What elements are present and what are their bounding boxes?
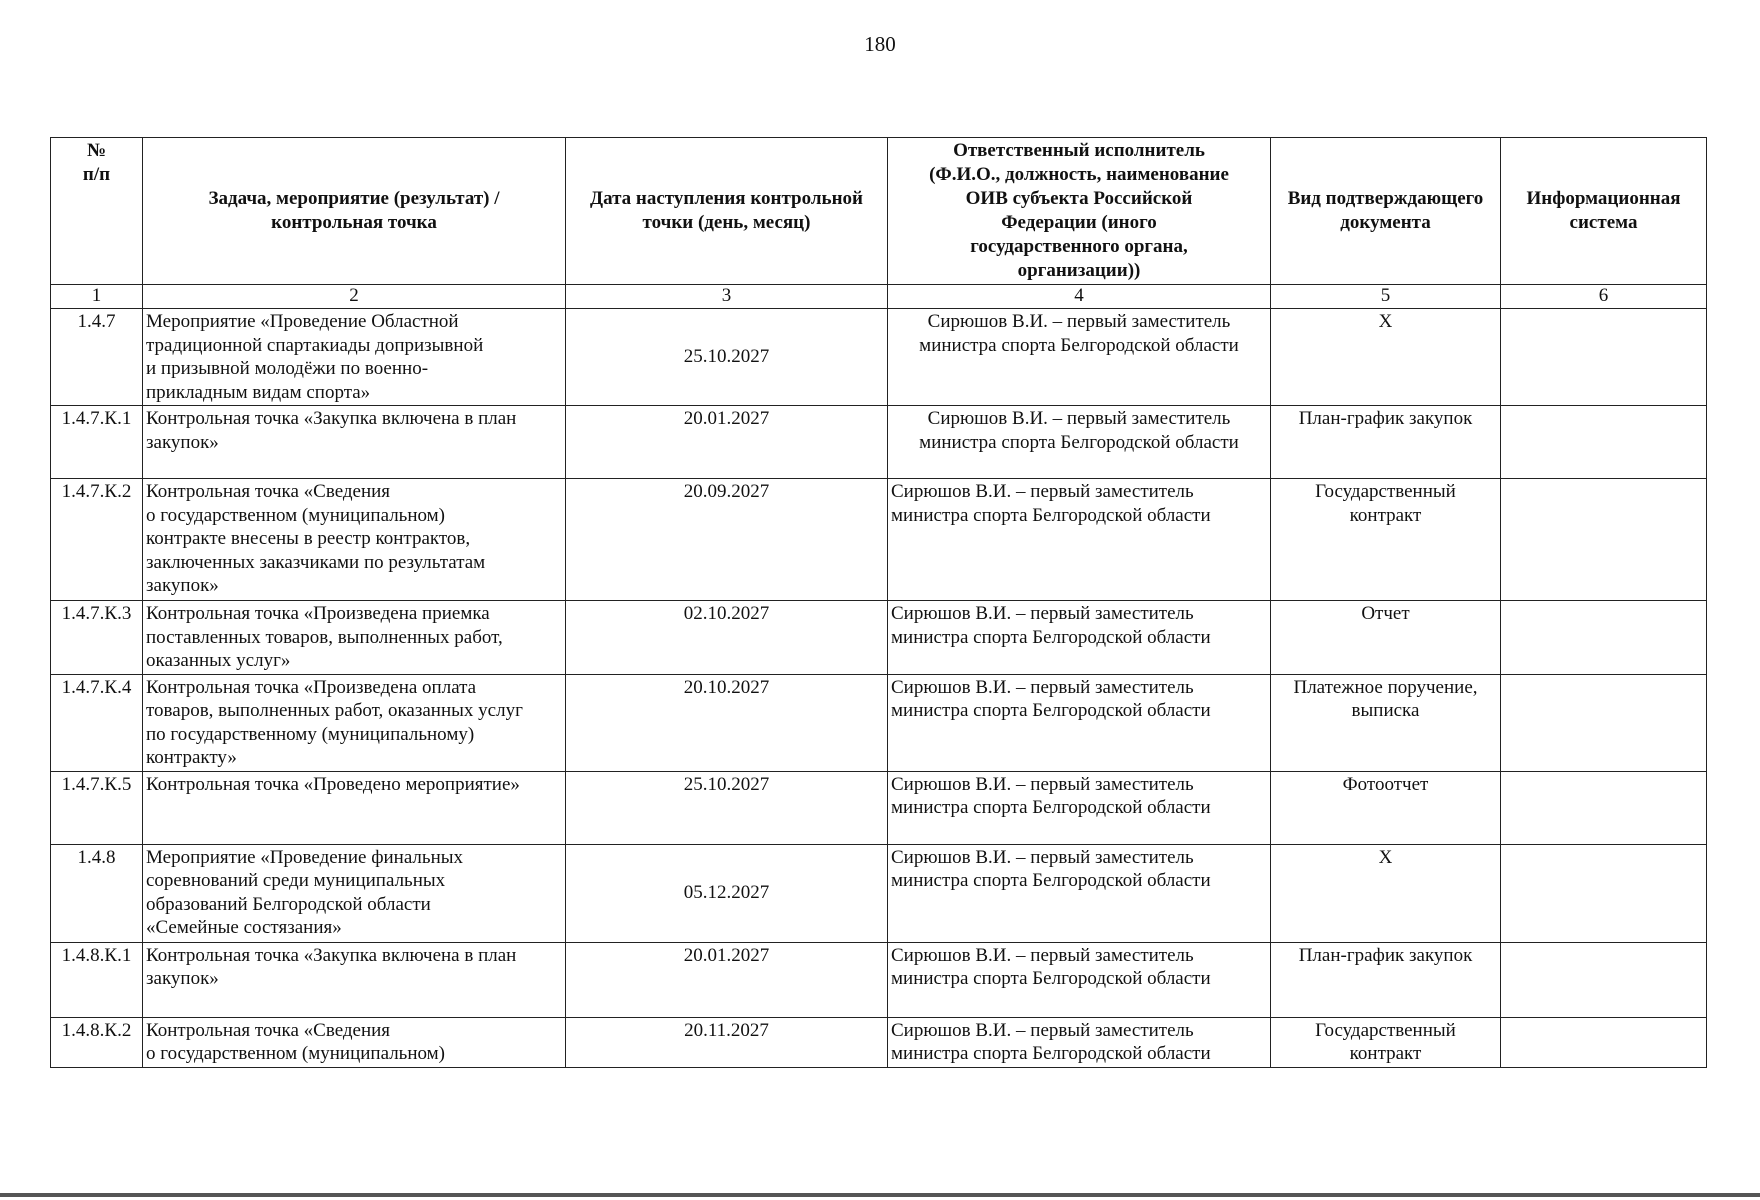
row-number: 1.4.7.К.1 bbox=[51, 406, 143, 479]
row-executor: Сирюшов В.И. – первый заместитель министра спорта Белгородской области bbox=[888, 942, 1271, 1017]
row-task: Контрольная точка «Сведения о государственном (муниципальном) bbox=[143, 1017, 566, 1067]
column-number: 5 bbox=[1271, 285, 1501, 309]
row-system bbox=[1501, 479, 1707, 601]
control-points-table bbox=[50, 137, 1707, 1068]
row-date: 25.10.2027 bbox=[566, 771, 888, 844]
row-date: 25.10.2027 bbox=[566, 309, 888, 406]
table-row bbox=[51, 601, 1707, 675]
row-executor: Сирюшов В.И. – первый заместитель министра спорта Белгородской области bbox=[888, 601, 1271, 675]
row-executor: Сирюшов В.И. – первый заместитель министра спорта Белгородской области bbox=[888, 479, 1271, 601]
column-number: 2 bbox=[143, 285, 566, 309]
row-system bbox=[1501, 1017, 1707, 1067]
row-number: 1.4.8.К.1 bbox=[51, 942, 143, 1017]
row-executor: Сирюшов В.И. – первый заместитель министра спорта Белгородской области bbox=[888, 1017, 1271, 1067]
column-number-row bbox=[51, 285, 1707, 309]
row-document: Государственный контракт bbox=[1271, 1017, 1501, 1067]
column-number: 1 bbox=[51, 285, 143, 309]
row-task: Контрольная точка «Произведена оплата товаров, выполненных работ, оказанных услуг по государственному (муниципальному) контракту» bbox=[143, 674, 566, 771]
row-task: Контрольная точка «Сведения о государственном (муниципальном) контракте внесены в реестр контрактов, заключенных заказчиками по результатам закупок» bbox=[143, 479, 566, 601]
table-row bbox=[51, 1017, 1707, 1067]
header-task: Задача, мероприятие (результат) / контрольная точка bbox=[143, 138, 566, 285]
table-row bbox=[51, 942, 1707, 1017]
row-date: 05.12.2027 bbox=[566, 844, 888, 942]
row-document: План-график закупок bbox=[1271, 942, 1501, 1017]
table-row bbox=[51, 844, 1707, 942]
row-task: Контрольная точка «Закупка включена в план закупок» bbox=[143, 942, 566, 1017]
row-system bbox=[1501, 674, 1707, 771]
column-number: 4 bbox=[888, 285, 1271, 309]
row-number: 1.4.8.К.2 bbox=[51, 1017, 143, 1067]
table-row bbox=[51, 771, 1707, 844]
row-document: Отчет bbox=[1271, 601, 1501, 675]
row-date: 20.01.2027 bbox=[566, 942, 888, 1017]
row-document: Х bbox=[1271, 844, 1501, 942]
row-date: 02.10.2027 bbox=[566, 601, 888, 675]
column-number: 6 bbox=[1501, 285, 1707, 309]
table-row bbox=[51, 479, 1707, 601]
row-system bbox=[1501, 844, 1707, 942]
row-executor: Сирюшов В.И. – первый заместитель министра спорта Белгородской области bbox=[888, 309, 1271, 406]
header-executor: Ответственный исполнитель (Ф.И.О., должность, наименование ОИВ субъекта Российской Федерации (иного государственного органа, организации)) bbox=[888, 138, 1271, 285]
row-document: Фотоотчет bbox=[1271, 771, 1501, 844]
row-system bbox=[1501, 406, 1707, 479]
row-number: 1.4.7.К.5 bbox=[51, 771, 143, 844]
table-row bbox=[51, 309, 1707, 406]
row-date: 20.01.2027 bbox=[566, 406, 888, 479]
row-system bbox=[1501, 309, 1707, 406]
row-date: 20.11.2027 bbox=[566, 1017, 888, 1067]
table-row bbox=[51, 406, 1707, 479]
row-number: 1.4.8 bbox=[51, 844, 143, 942]
header-document: Вид подтверждающего документа bbox=[1271, 138, 1501, 285]
row-system bbox=[1501, 942, 1707, 1017]
row-task: Мероприятие «Проведение финальных соревнований среди муниципальных образований Белгородской области «Семейные состязания» bbox=[143, 844, 566, 942]
row-document: План-график закупок bbox=[1271, 406, 1501, 479]
row-system bbox=[1501, 771, 1707, 844]
row-task: Контрольная точка «Произведена приемка поставленных товаров, выполненных работ, оказанных услуг» bbox=[143, 601, 566, 675]
row-document: Государственный контракт bbox=[1271, 479, 1501, 601]
header-number: № п/п bbox=[51, 138, 143, 285]
row-number: 1.4.7.К.2 bbox=[51, 479, 143, 601]
row-date: 20.10.2027 bbox=[566, 674, 888, 771]
row-task: Контрольная точка «Закупка включена в план закупок» bbox=[143, 406, 566, 479]
scan-bottom-edge bbox=[0, 1193, 1760, 1197]
page-number: 180 bbox=[864, 32, 896, 56]
column-number: 3 bbox=[566, 285, 888, 309]
row-document: Платежное поручение, выписка bbox=[1271, 674, 1501, 771]
row-task: Мероприятие «Проведение Областной традиционной спартакиады допризывной и призывной молодёжи по военно- прикладным видам спорта» bbox=[143, 309, 566, 406]
row-system bbox=[1501, 601, 1707, 675]
table-header-row bbox=[51, 138, 1707, 285]
header-system: Информационная система bbox=[1501, 138, 1707, 285]
row-executor: Сирюшов В.И. – первый заместитель министра спорта Белгородской области bbox=[888, 844, 1271, 942]
header-date: Дата наступления контрольной точки (день, месяц) bbox=[566, 138, 888, 285]
row-executor: Сирюшов В.И. – первый заместитель министра спорта Белгородской области bbox=[888, 674, 1271, 771]
row-document: Х bbox=[1271, 309, 1501, 406]
row-date: 20.09.2027 bbox=[566, 479, 888, 601]
table-row bbox=[51, 674, 1707, 771]
row-number: 1.4.7 bbox=[51, 309, 143, 406]
row-number: 1.4.7.К.3 bbox=[51, 601, 143, 675]
row-number: 1.4.7.К.4 bbox=[51, 674, 143, 771]
row-executor: Сирюшов В.И. – первый заместитель министра спорта Белгородской области bbox=[888, 406, 1271, 479]
row-executor: Сирюшов В.И. – первый заместитель министра спорта Белгородской области bbox=[888, 771, 1271, 844]
row-task: Контрольная точка «Проведено мероприятие» bbox=[143, 771, 566, 844]
